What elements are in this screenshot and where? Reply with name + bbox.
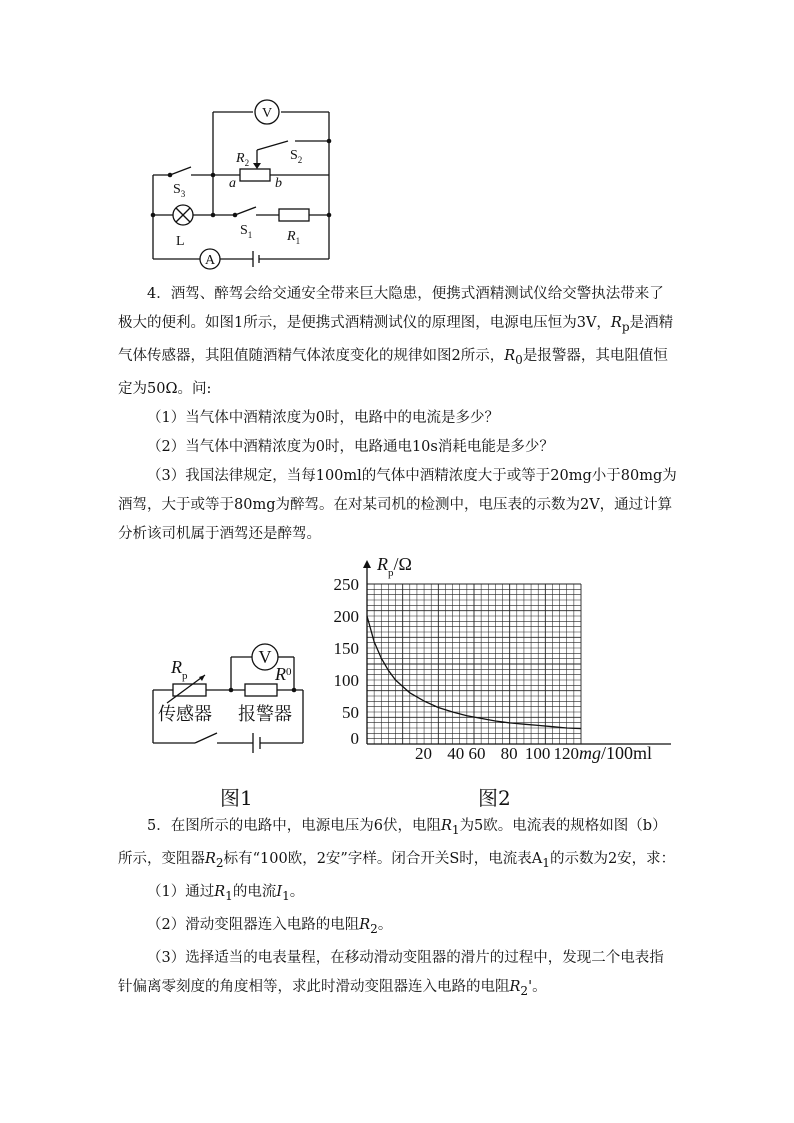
q5-sub1: （1）通过$R_1$的电流$I_1$。	[147, 883, 305, 903]
terminal-b-label: b	[275, 176, 282, 191]
y-tick-label: 100	[333, 671, 359, 690]
y-tick-label: 250	[333, 575, 359, 594]
q5-sub2: （2）滑动变阻器连入电路的电阻$R_2$。	[147, 916, 393, 936]
q4-sub3: （3）我国法律规定，当每100ml的气体中酒精浓度大于或等于20mg小于80mg为酒驾，大于或等于80mg为醉驾。在对某司机的检测中，电压表的示数为2V，通过计算分析该司机属于酒驾还是醉驾。	[118, 467, 677, 542]
terminal-a-label: a	[229, 176, 236, 191]
figure-1-circuit	[145, 635, 320, 760]
x-tick-label: 80	[500, 744, 518, 763]
figure-2-caption: 图2	[478, 786, 511, 810]
chart-x-axis-label: mg/100ml	[579, 743, 653, 763]
s1-label: $S_1$	[240, 223, 253, 240]
q4-sub2: （2）当气体中酒精浓度为0时，电路通电10s消耗电能是多少？	[147, 438, 554, 455]
lamp-label: L	[176, 234, 185, 249]
chart-y-axis-label: $R_p/\Omega$	[377, 554, 412, 579]
s2-label: $S_2$	[290, 148, 303, 165]
ammeter-label: A	[204, 253, 216, 268]
fig1-rp-label: $R_p$	[171, 657, 188, 682]
q4-intro: 4．酒驾、醉驾会给交通安全带来巨大隐患，便携式酒精测试仪给交警执法带来了极大的便利。如图1所示，是便携式酒精测试仪的原理图，电源电压恒为3V，$R_p$是酒精气体传感器，其阻值随酒精气体浓度变化的规律如图2所示，$R_0$是报警器，其电阻值恒定为50Ω。问:	[118, 286, 674, 397]
x-tick-label: 120	[553, 744, 579, 763]
r0-symbol: R	[504, 347, 516, 364]
y-axis-arrow	[363, 560, 371, 568]
x-tick-label: 100	[524, 744, 551, 763]
voltmeter-label: V	[261, 106, 273, 121]
y-tick-label: 50	[342, 703, 359, 722]
y-tick-label: 200	[333, 607, 359, 626]
q5-intro: 5．在图所示的电路中，电源电压为6伏，电阻$R_1$为5欧。电流表的规格如图（b）所示，变阻器$R_2$标有“100欧，2安”字样。闭合开关S时，电流表$A_1$的示数为2安，求：	[118, 818, 676, 870]
rp-symbol: R	[610, 315, 622, 331]
fig1-r0-label: $R^0$	[275, 664, 292, 684]
q5-sub3: （3）选择适当的电表量程，在移动滑动变阻器的滑片的过程中，发现二个电表指针偏离零刻度的角度相等，求此时滑动变阻器连入电路的电阻$R_2'$。	[118, 949, 664, 998]
fig1-voltmeter-label: V	[258, 647, 272, 667]
y-tick-label: 150	[333, 639, 359, 658]
x-tick-label: 40 60	[447, 744, 486, 763]
r2-label: $R_2$	[236, 151, 250, 168]
fig1-alarm-label: 报警器	[238, 704, 292, 725]
y-tick-label: 0	[350, 729, 359, 748]
x-tick-label: 20	[415, 744, 433, 763]
figure-2-chart	[315, 552, 675, 770]
fig1-sensor-label: 传感器	[158, 704, 212, 725]
circuit-diagram-top	[140, 95, 350, 275]
r1-label: $R_1$	[287, 229, 301, 246]
question-4	[118, 280, 678, 549]
question-5	[118, 812, 678, 1005]
figure-1-caption: 图1	[220, 786, 253, 810]
s3-label: $S_3$	[173, 182, 186, 199]
q4-sub1: （1）当气体中酒精浓度为0时，电路中的电流是多少？	[147, 409, 499, 426]
